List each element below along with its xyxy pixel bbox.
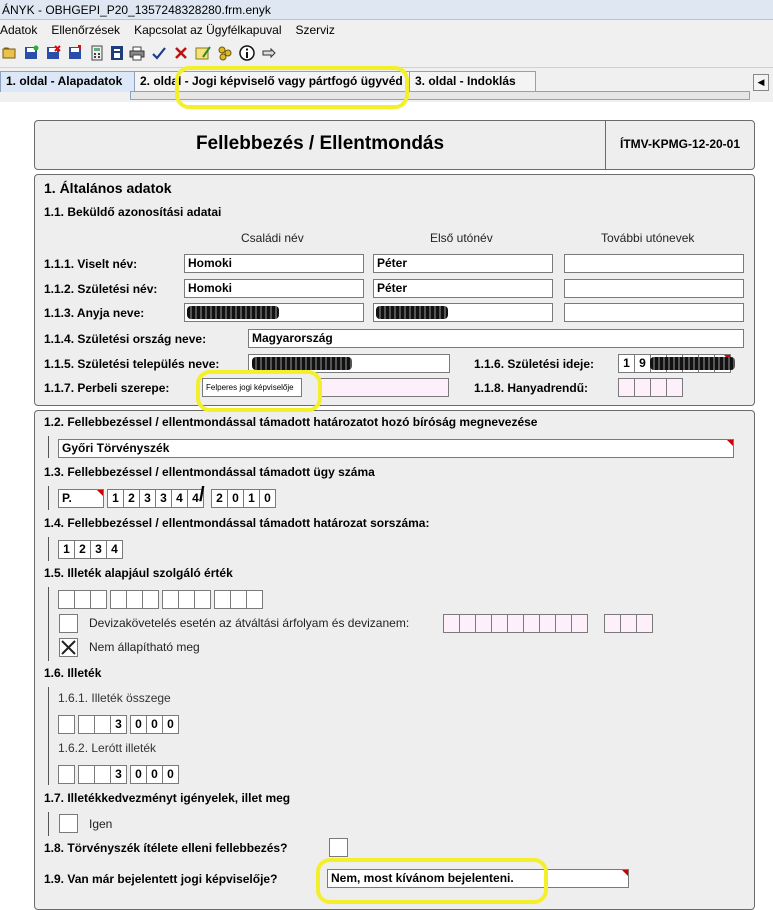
digit-cell[interactable] [650,378,667,397]
check-icon[interactable] [150,45,168,63]
tab-jogi-kepviselo[interactable]: 2. oldal - Jogi képviselő vagy pártfogó ügyvéd [134,71,418,92]
digit-cell[interactable] [459,614,476,633]
deviza-arfolyam-field[interactable] [443,614,587,633]
digit-cell[interactable] [126,590,143,609]
label-igen: Igen [89,817,113,831]
label-illetek-osszege: 1.6.1. Illeték összege [58,691,171,705]
nem-allapithato-checkbox[interactable] [59,638,78,657]
bracket-line [48,486,49,510]
toolbar [0,40,773,68]
digit-cell[interactable]: 4 [187,489,204,508]
tab-alapadatok[interactable]: 1. oldal - Alapadatok [0,71,143,92]
label-szuletesi-orszag: 1.1.4. Születési ország neve: [44,332,207,346]
digit-cell[interactable] [214,590,231,609]
anyja-other-field[interactable] [564,303,744,322]
anyja-family-field[interactable] [184,303,364,322]
label-torvenyszek-itelete: 1.8. Törvényszék ítélete elleni fellebbezés? [44,841,288,855]
digit-cell[interactable] [475,614,492,633]
digit-cell[interactable] [636,614,653,633]
digit-cell[interactable] [634,378,651,397]
label-birosag: 1.2. Fellebbezéssel / ellentmondással támadott határozatot hozó bíróság megnevezése [44,415,538,429]
digit-cell[interactable]: 0 [162,715,179,734]
label-nem-allapithato: Nem állapítható meg [89,640,200,654]
digit-cell[interactable] [94,715,111,734]
label-szuletesi-ideje: 1.1.6. Születési ideje: [474,357,595,371]
label-ugy-szama: 1.3. Fellebbezéssel / ellentmondással támadott ügy száma [44,465,375,479]
digit-cell[interactable]: 9 [634,354,651,373]
bracket-line [48,687,49,785]
redaction-mark [376,306,448,319]
digit-cell[interactable] [110,590,127,609]
redaction-mark [252,357,352,370]
ugy-prefix-value: P. [62,491,72,505]
digit-cell[interactable] [78,715,95,734]
digit-cell[interactable]: 0 [130,715,147,734]
info-icon[interactable] [238,45,256,63]
label-viselt-nev: 1.1.1. Viselt név: [44,257,138,271]
menu-adatok[interactable]: Adatok [0,23,38,37]
highlight-annotation [196,370,322,412]
required-corner-icon [97,490,103,496]
jogi-kepviselo-value: Nem, most kívánom bejelenteni. [331,871,514,885]
digit-cell[interactable]: 1 [107,489,124,508]
label-deviza: Devizakövetelés esetén az átváltási árfolyam és devizanem: [89,616,410,630]
required-corner-icon [727,440,733,446]
col-other-names: További utónevek [601,231,695,245]
digit-cell[interactable] [620,614,637,633]
digit-cell[interactable] [491,614,508,633]
digit-cell[interactable] [443,614,460,633]
redaction-mark [650,357,735,370]
sub-title-sender: 1.1. Beküldő azonosítási adatai [44,205,222,219]
form-header [34,120,755,170]
perbeli-szerepe-field[interactable]: Felperes jogi képviselője [202,378,302,397]
digit-cell[interactable] [58,715,75,734]
digit-cell[interactable]: 2 [74,540,91,559]
digit-cell[interactable]: 0 [259,489,276,508]
window-title: ÁNYK - OBHGEPI_P20_1357248328280.frm.enyk [0,0,773,20]
print-icon[interactable] [108,45,126,63]
col-first-name: Első utónév [430,231,493,245]
close-icon[interactable] [172,45,190,63]
birosag-value: Győri Törvényszék [62,441,170,455]
label-szuletesi-telepules: 1.1.5. Születési település neve: [44,357,220,371]
digit-cell[interactable] [178,590,195,609]
ugy-slash: / [199,484,205,506]
digit-cell[interactable] [78,765,95,784]
ugy-number-field[interactable] [107,489,203,508]
required-corner-icon [622,870,628,876]
label-illetek-alap: 1.5. Illeték alapjául szolgáló érték [44,566,233,580]
digit-cell[interactable]: 0 [146,715,163,734]
lerott-illetek-field[interactable] [58,765,178,784]
edit-icon[interactable] [194,45,212,63]
label-illetekkedvezmeny: 1.7. Illetékkedvezményt igényelek, illet meg [44,791,291,805]
digit-cell[interactable] [58,765,75,784]
menu-kapcsolat[interactable]: Kapcsolat az Ügyfélkapuval [134,23,282,37]
ugy-prefix-field[interactable] [58,489,104,508]
digit-cell[interactable]: 3 [139,489,156,508]
digit-cell[interactable]: 3 [110,765,127,784]
perbeli-extra-field[interactable] [319,378,449,397]
viselt-family-field[interactable]: Homoki [184,254,364,273]
digit-cell[interactable]: 2 [211,489,228,508]
label-hatarozat-sorszama: 1.4. Fellebbezéssel / ellentmondással támadott határozat sorszáma: [44,516,430,530]
digit-cell[interactable] [523,614,540,633]
label-illetek: 1.6. Illeték [44,666,102,680]
digit-cell[interactable] [230,590,247,609]
menu-szerviz[interactable]: Szerviz [295,23,335,37]
szuletesi-family-field[interactable]: Homoki [184,279,364,298]
delete-form-icon[interactable] [44,45,62,63]
digit-cell[interactable]: 2 [123,489,140,508]
pointer-icon[interactable] [260,45,278,63]
printer-icon[interactable] [128,45,146,63]
label-jogi-kepviselo: 1.9. Van már bejelentett jogi képviselője? [44,872,278,886]
checkbox-x-icon [60,639,77,656]
bracket-line [48,436,49,458]
torvenyszek-itelete-checkbox[interactable] [329,838,348,857]
form-title: Fellebbezés / Ellentmondás [195,133,445,154]
hatarozat-sorszama-field[interactable] [58,540,122,559]
viselt-other-field[interactable] [564,254,744,273]
digit-cell[interactable] [666,378,683,397]
digit-cell[interactable]: 4 [171,489,188,508]
anyja-first-field[interactable] [373,303,553,322]
save-icon[interactable] [22,45,40,63]
viselt-first-field[interactable]: Péter [373,254,553,273]
digit-cell[interactable]: 0 [146,765,163,784]
menu-ellenorzesek[interactable]: Ellenőrzések [51,23,121,37]
digit-cell[interactable]: 3 [155,489,172,508]
illetek-osszege-field[interactable] [58,715,178,734]
digit-cell[interactable]: 1 [618,354,635,373]
save-as-icon[interactable] [66,45,84,63]
illetekkedvezmeny-checkbox[interactable] [59,814,78,833]
col-family-name: Családi név [241,231,304,245]
deviza-checkbox[interactable] [59,614,78,633]
digit-cell[interactable] [142,590,159,609]
digit-cell[interactable] [555,614,572,633]
illetek-alap-field[interactable] [58,590,262,609]
label-lerott-illetek: 1.6.2. Lerótt illeték [58,741,157,755]
digit-cell[interactable]: 4 [106,540,123,559]
label-perbeli-szerepe: 1.1.7. Perbeli szerepe: [44,381,170,395]
section1-title: 1. Általános adatok [44,180,172,196]
ugy-year-field[interactable] [211,489,275,508]
digit-cell[interactable] [94,765,111,784]
digit-cell[interactable]: 0 [130,765,147,784]
menu-bar [0,20,773,40]
birosag-field[interactable] [58,439,734,458]
section-appeal-data [34,410,755,910]
label-szuletesi-nev: 1.1.2. Születési név: [44,282,158,296]
tab-scroll-icon[interactable]: ◀ [753,74,769,91]
szuletesi-other-field[interactable] [564,279,744,298]
form-code: ÍTMV-KPMG-12-20-01 [619,137,741,151]
label-hanyadrendu: 1.1.8. Hanyadrendű: [474,381,589,395]
digit-cell[interactable]: 3 [90,540,107,559]
attachments-icon[interactable] [216,45,234,63]
hanyadrendu-field[interactable] [618,378,682,397]
digit-cell[interactable]: 0 [162,765,179,784]
bracket-line [48,537,49,561]
devizanem-field[interactable] [604,614,652,633]
digit-cell[interactable] [507,614,524,633]
digit-cell[interactable] [618,378,635,397]
open-icon[interactable] [0,45,18,63]
bracket-line [48,812,49,836]
bracket-line [48,587,49,661]
calculator-icon[interactable] [88,45,106,63]
digit-cell[interactable] [604,614,621,633]
digit-cell[interactable] [74,590,91,609]
digit-cell[interactable]: 0 [227,489,244,508]
digit-cell[interactable] [90,590,107,609]
digit-cell[interactable] [58,590,75,609]
digit-cell[interactable]: 3 [110,715,127,734]
tab-indoklas[interactable]: 3. oldal - Indoklás [409,71,536,92]
label-anyja-neve: 1.1.3. Anyja neve: [44,306,145,320]
digit-cell[interactable]: 1 [58,540,75,559]
digit-cell[interactable]: 1 [243,489,260,508]
digit-cell[interactable] [539,614,556,633]
szuletesi-first-field[interactable]: Péter [373,279,553,298]
highlight-annotation [175,66,409,109]
digit-cell[interactable] [162,590,179,609]
digit-cell[interactable] [571,614,588,633]
szuletesi-orszag-field[interactable]: Magyarország [248,329,744,348]
highlight-annotation [316,858,548,904]
redaction-mark [187,306,279,319]
digit-cell[interactable] [246,590,263,609]
digit-cell[interactable] [194,590,211,609]
